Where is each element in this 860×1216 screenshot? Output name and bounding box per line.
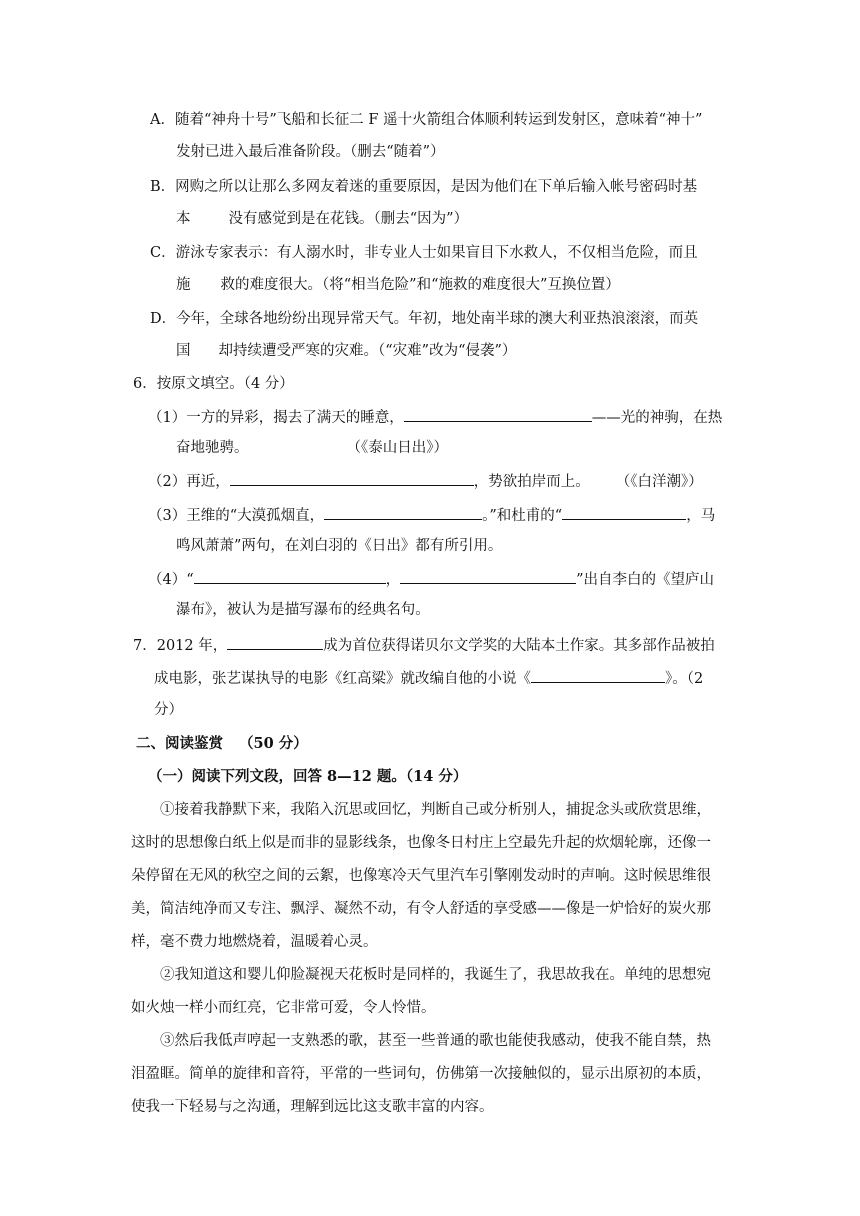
q6-item2-text-b: ，势欲拍岸而上。 <box>473 474 590 490</box>
q5-option-c-line2-rest: 救的难度很大。（将“相当危险”和“施救的难度很大”互换位置） <box>220 277 620 293</box>
q6-item1-blank[interactable] <box>404 406 592 422</box>
passage-para1-line1: ①接着我静默下来，我陷入沉思或回忆，判断自己或分析别人，捕捉念头或欣赏思维， <box>160 802 711 818</box>
q5-option-d-line2-start: 国 <box>176 343 191 359</box>
section2-score: （50 分） <box>239 735 308 752</box>
q5-option-d-line1: D．今年，全球各地纷纷出现异常天气。年初，地处南半球的澳大利亚热浪滚滚，而英 <box>150 311 699 327</box>
q7-line2 <box>154 667 703 689</box>
q5-option-b-line2-start: 本 <box>176 211 191 227</box>
q6-item3-text-a: （3）王维的“大漠孤烟直， <box>148 508 325 524</box>
q6-item4-blank1[interactable] <box>194 568 386 584</box>
passage-para1-line2: 这时的思想像白纸上似是而非的显影线条，也像冬日村庄上空最先升起的炊烟轮廓，还像一 <box>131 835 711 851</box>
q7-line1 <box>133 634 715 656</box>
passage-para1-line4: 美，简洁纯净而又专注、飘浮、凝然不动，有令人舒适的享受感——像是一炉恰好的炭火那 <box>131 901 711 917</box>
passage-para1-line5: 样，毫不费力地燃烧着，温暖着心灵。 <box>131 934 378 950</box>
q6-item4-text-c: ”出自李白的《望庐山 <box>576 572 715 588</box>
q6-item4-text-b: ， <box>385 572 401 588</box>
q6-item1-text-b: ——光的神驹，在热 <box>591 410 723 426</box>
q5-option-b-line1: B．网购之所以让那么多网友着迷的重要原因，是因为他们在下单后输入帐号密码时基 <box>150 179 698 195</box>
q6-item1-text-c: 奋地驰骋。 <box>176 440 249 456</box>
q5-option-d-line2-rest: 却持续遭受严寒的灾难。（“灾难”改为“侵袭”） <box>218 343 517 359</box>
section2-heading <box>136 734 308 754</box>
q6-item4-line1 <box>148 568 714 590</box>
q5-option-c-line2-start: 施 <box>176 277 191 293</box>
q6-item1-text-a: （1）一方的异彩，揭去了满天的睡意， <box>148 410 404 426</box>
q6-item2-line <box>148 470 703 492</box>
passage-para3-line2: 泪盈眶。简单的旋律和音符，平常的一些词句，仿佛第一次接触似的，显示出原初的本质， <box>131 1066 711 1082</box>
passage-para2-line2: 如火烛一样小而红亮，它非常可爱，令人怜惜。 <box>131 1000 436 1016</box>
q6-heading: 6．按原文填空。（4 分） <box>133 376 294 392</box>
q7-text-c: 成电影，张艺谋执导的电影《红高粱》就改编自他的小说《 <box>154 671 531 687</box>
passage-para3-line1: ③然后我低声哼起一支熟悉的歌，甚至一些普通的歌也能使我感动，使我不能自禁，热 <box>160 1033 711 1049</box>
q6-item3-line2: 鸣风萧萧”两句，在刘白羽的《日出》都有所引用。 <box>176 538 503 554</box>
q7-blank2[interactable] <box>531 667 665 683</box>
q5-option-c-line1: C．游泳专家表示：有人溺水时，非专业人士如果盲目下水救人，不仅相当危险，而且 <box>150 245 698 261</box>
passage-para3-line3: 使我一下轻易与之沟通，理解到远比这支歌丰富的内容。 <box>131 1099 494 1115</box>
q5-option-d-line2 <box>176 341 516 361</box>
q5-option-b-line2-rest: 没有感觉到是在花钱。（删去“因为”） <box>228 211 469 227</box>
q6-item1-line1 <box>148 406 722 428</box>
q6-item1-source: （《泰山日出》） <box>346 440 448 456</box>
q7-text-b: 成为首位获得诺贝尔文学奖的大陆本土作家。其多部作品被拍 <box>323 638 715 654</box>
q6-item2-source: （《白洋潮》） <box>615 474 703 490</box>
q7-text-d: 》。（2 <box>665 671 704 687</box>
q5-option-a-line2: 发射已进入最后准备阶段。（删去“随着”） <box>176 144 445 160</box>
q6-item4-blank2[interactable] <box>400 568 576 584</box>
q6-item4-line2: 瀑布》，被认为是描写瀑布的经典名句。 <box>176 602 430 618</box>
q6-item2-text-a: （2）再近， <box>148 474 230 490</box>
section2-title: 二、阅读鉴赏 <box>136 735 223 752</box>
section2-subheading: （一）阅读下列文段，回答 8—12 题。（14 分） <box>148 768 468 785</box>
passage-para1-line3: 朵停留在无风的秋空之间的云絮，也像寒冷天气里汽车引擎刚发动时的声响。这时候思维很 <box>131 868 711 884</box>
q6-item3-text-c: ，马 <box>686 508 716 524</box>
q7-text-a: 7．2012 年， <box>133 638 228 654</box>
q5-option-c-line2 <box>176 275 620 295</box>
q7-blank1[interactable] <box>227 634 323 650</box>
q6-item1-line2 <box>176 438 448 458</box>
q5-option-a-line1: A．随着“神舟十号”飞船和长征二 F 遥十火箭组合体顺利转运到发射区，意味着“神十” <box>150 112 703 128</box>
q6-item3-text-b: 。”和杜甫的“ <box>482 508 563 524</box>
passage-para2-line1: ②我知道这和婴儿仰脸凝视天花板时是同样的，我诞生了，我思故我在。单纯的思想宛 <box>160 967 711 983</box>
q6-item2-blank[interactable] <box>230 470 474 486</box>
q6-item3-blank2[interactable] <box>562 504 686 520</box>
q6-item3-line1 <box>148 504 715 526</box>
q6-item4-text-a: （4）“ <box>148 572 194 588</box>
q5-option-b-line2 <box>176 209 468 229</box>
q7-line3: 分） <box>154 702 183 718</box>
q6-item3-blank1[interactable] <box>324 504 482 520</box>
